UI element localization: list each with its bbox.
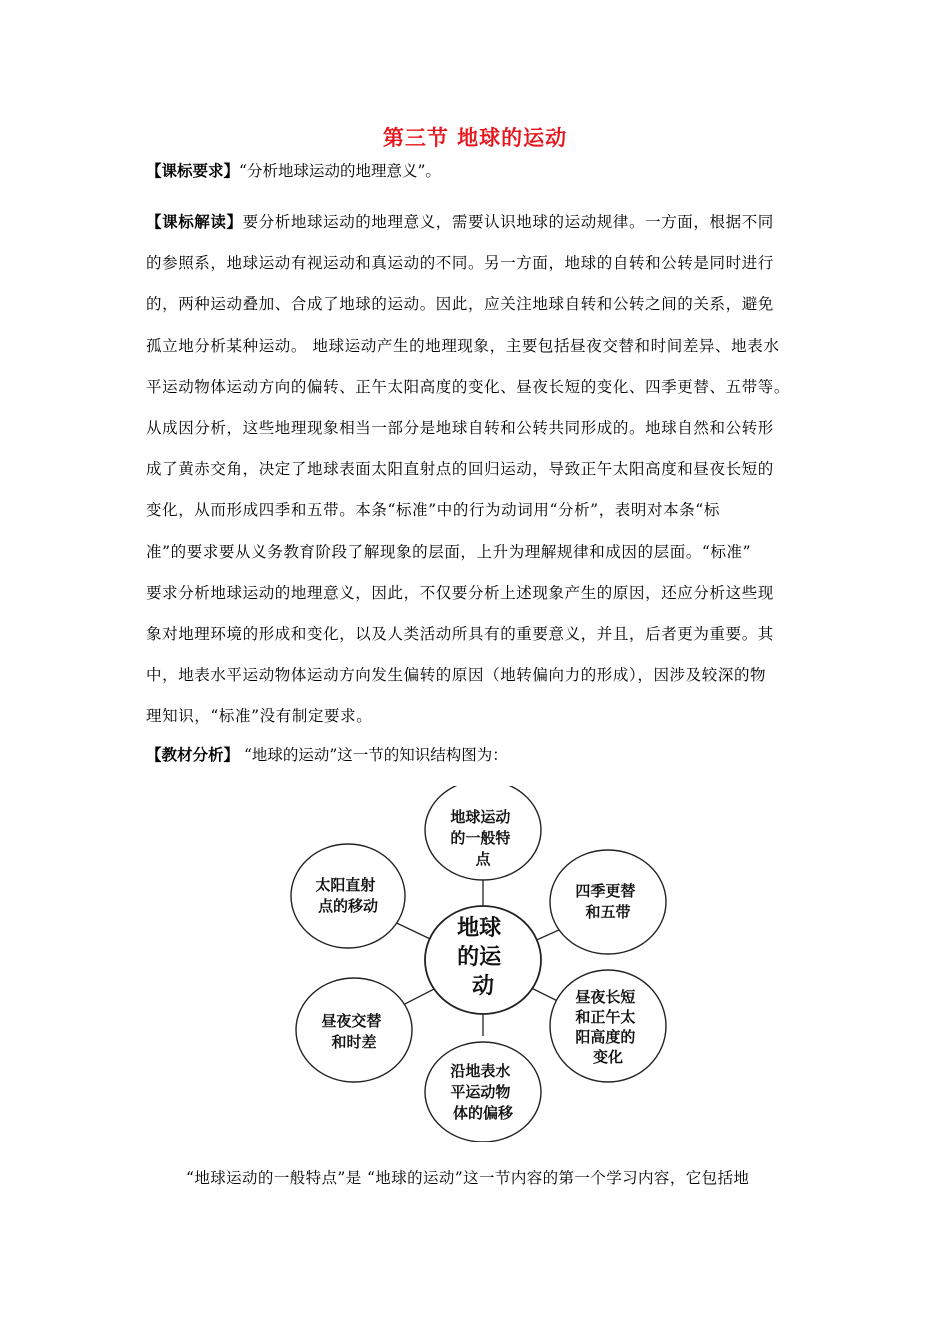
analysis-line bbox=[146, 745, 508, 765]
node-top-line: 地球运动 bbox=[450, 808, 511, 826]
interpretation-line: 准”的要求要从义务教育阶段了解现象的层面，上升为理解规律和成因的层面。“标准” bbox=[146, 542, 752, 561]
svg-text:沿地表水 平运动物 体的偏移 bbox=[450, 1062, 515, 1122]
node-upper-left-line: 太阳直射 bbox=[315, 876, 376, 894]
interpretation-line: 从成因分析，这些地理现象相当一部分是地球自转和公转共同形成的。地球自然和公转形 bbox=[146, 419, 774, 438]
node-upper-left-line: 点的移动 bbox=[317, 897, 379, 915]
interpretation-label: 【课标解读】 bbox=[146, 213, 243, 231]
node-upper-left-circle bbox=[291, 844, 405, 948]
interpretation-line: 理知识，“标准”没有制定要求。 bbox=[146, 707, 373, 726]
center-line: 动 bbox=[471, 974, 495, 999]
interpretation-line: 平运动物体运动方向的偏转、正午太阳高度的变化、昼夜长短的变化、四季更替、五带等。 bbox=[146, 377, 791, 396]
interpretation-paragraph bbox=[146, 202, 806, 738]
node-bottom-line: 沿地表水 bbox=[450, 1062, 511, 1080]
page-title: 第三节 地球的运动 bbox=[382, 126, 568, 150]
node-bottom-line: 体的偏移 bbox=[452, 1104, 514, 1122]
node-bottom-line: 平运动物 bbox=[450, 1083, 511, 1101]
standard-label: 【课标要求】 bbox=[146, 162, 240, 180]
standard-line bbox=[146, 161, 441, 181]
node-top-line: 点 bbox=[475, 850, 491, 868]
analysis-text: “地球的运动”这一节的知识结构图为： bbox=[239, 746, 508, 764]
node-lower-right-line: 变化 bbox=[592, 1048, 624, 1066]
interpretation-line: 象对地理环境的形成和变化，以及人类活动所具有的重要意义，并且，后者更为重要。其 bbox=[146, 625, 774, 644]
interpretation-line: 变化，从而形成四季和五带。本条“标准”中的行为动词用“分析”，表明对本条“标 bbox=[146, 501, 720, 520]
bottom-paragraph: “地球运动的一般特点”是 “地球的运动”这一节内容的第一个学习内容，它包括地 bbox=[186, 1169, 750, 1187]
interpretation-line: 孤立地分析某种运动。 地球运动产生的地理现象，主要包括昼夜交替和时间差异、地表水 bbox=[146, 336, 780, 355]
interpretation-line: 【课标解读】要分析地球运动的地理意义，需要认识地球的运动规律。一方面，根据不同 bbox=[146, 213, 774, 231]
interpretation-line: 中，地表水平运动物体运动方向发生偏转的原因（地转偏向力的形成），因涉及较深的物 bbox=[146, 666, 767, 685]
node-lower-left-line: 昼夜交替 bbox=[321, 1012, 382, 1030]
node-lower-right-line: 和正午太 bbox=[575, 1008, 636, 1026]
node-lower-right-line: 阳高度的 bbox=[575, 1028, 636, 1046]
node-upper-right-circle bbox=[550, 850, 666, 954]
center-line: 地球 bbox=[457, 916, 502, 941]
node-top-line: 的一般特 bbox=[450, 829, 511, 847]
interpretation-line: 成了黄赤交角，决定了地球表面太阳直射点的回归运动，导致正午太阳高度和昼夜长短的 bbox=[146, 460, 774, 479]
analysis-label: 【教材分析】 bbox=[146, 746, 240, 764]
node-lower-left-line: 和时差 bbox=[331, 1033, 377, 1051]
node-upper-right-line: 和五带 bbox=[585, 903, 631, 921]
interpretation-line: 要求分析地球运动的地理意义，因此，不仅要分析上述现象产生的原因，还应分析这些现 bbox=[146, 583, 774, 602]
interpretation-line: 的，两种运动叠加、合成了地球的运动。因此，应关注地球自转和公转之间的关系，避免 bbox=[146, 295, 774, 314]
center-line: 的运 bbox=[457, 945, 502, 970]
knowledge-structure-diagram bbox=[290, 786, 670, 1142]
node-lower-right-line: 昼夜长短 bbox=[575, 988, 636, 1006]
standard-text: “分析地球运动的地理意义”。 bbox=[239, 162, 441, 180]
interpretation-line: 的参照系，地球运动有视运动和真运动的不同。另一方面，地球的自转和公转是同时进行 bbox=[146, 254, 774, 273]
node-lower-left-circle bbox=[296, 978, 412, 1082]
node-upper-right-line: 四季更替 bbox=[575, 882, 636, 900]
